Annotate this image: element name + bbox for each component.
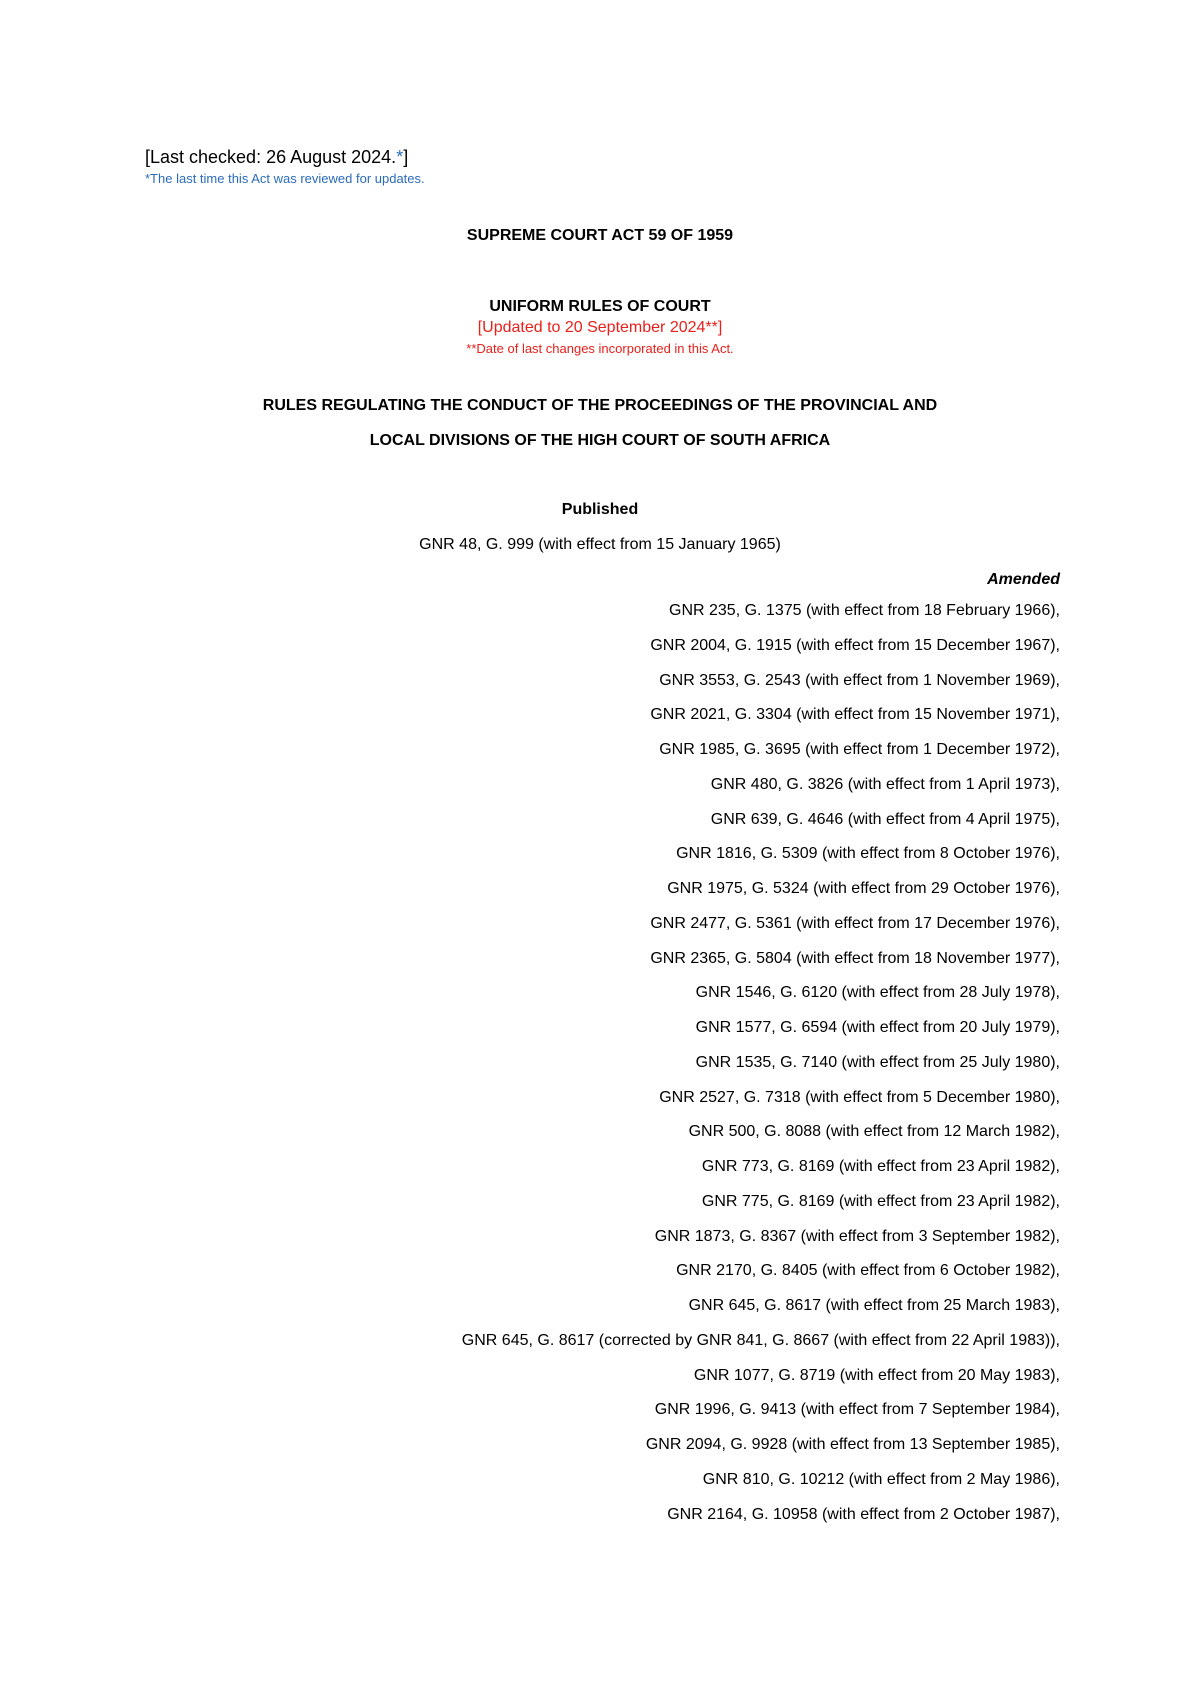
amendment-item: GNR 2021, G. 3304 (with effect from 15 November 1971),	[650, 706, 1060, 724]
amendment-item: GNR 1816, G. 5309 (with effect from 8 October 1976),	[676, 845, 1060, 863]
amendment-item: GNR 2170, G. 8405 (with effect from 6 October 1982),	[676, 1262, 1060, 1280]
published-text: GNR 48, G. 999 (with effect from 15 January 1965)	[419, 536, 781, 553]
last-checked-bracket: ]	[403, 147, 409, 167]
act-title: SUPREME COURT ACT 59 OF 1959	[466, 227, 734, 244]
amended-heading: Amended	[987, 571, 1060, 588]
amendment-item: GNR 810, G. 10212 (with effect from 2 May 1986),	[702, 1470, 1060, 1488]
last-checked-footnote-marker[interactable]: *	[396, 147, 404, 167]
amendment-item: GNR 773, G. 8169 (with effect from 23 April 1982),	[701, 1158, 1060, 1175]
last-checked-line	[145, 146, 408, 168]
amendment-item: GNR 645, G. 8617 (corrected by GNR 841, G. 8667 (with effect from 22 April 1983)),	[461, 1331, 1060, 1349]
amendment-item: GNR 775, G. 8169 (with effect from 23 April 1982),	[701, 1192, 1060, 1210]
amendment-item: GNR 500, G. 8088 (with effect from 12 March 1982),	[688, 1123, 1060, 1141]
published-heading: Published	[561, 501, 639, 518]
amendment-item: GNR 2164, G. 10958 (with effect from 2 October 1987),	[667, 1505, 1060, 1523]
amendment-list	[462, 601, 1060, 1539]
amendment-item: GNR 480, G. 3826 (with effect from 1 April 1973),	[710, 775, 1060, 793]
amendment-item: GNR 1996, G. 9413 (with effect from 7 September 1984),	[654, 1401, 1060, 1419]
amendment-item: GNR 1546, G. 6120 (with effect from 28 July 1978),	[695, 984, 1060, 1002]
amendment-item: GNR 3553, G. 2543 (with effect from 1 November 1969),	[659, 671, 1060, 689]
regulating-title-line-2: LOCAL DIVISIONS OF THE HIGH COURT OF SOUTH AFRICA	[369, 432, 831, 449]
amendment-item: GNR 2477, G. 5361 (with effect from 17 December 1976),	[650, 914, 1060, 932]
amendment-item: GNR 1077, G. 8719 (with effect from 20 May 1983),	[693, 1366, 1060, 1384]
amendment-item: GNR 639, G. 4646 (with effect from 4 April 1975),	[710, 810, 1060, 828]
regulating-title-line-1: RULES REGULATING THE CONDUCT OF THE PROCEEDINGS OF THE PROVINCIAL AND	[262, 397, 938, 414]
amendment-item: GNR 645, G. 8617 (with effect from 25 March 1983),	[688, 1297, 1060, 1314]
amendment-item: GNR 1873, G. 8367 (with effect from 3 September 1982),	[654, 1227, 1060, 1245]
amendment-item: GNR 2004, G. 1915 (with effect from 15 December 1967),	[650, 636, 1060, 654]
amendment-item: GNR 2365, G. 5804 (with effect from 18 November 1977),	[650, 949, 1060, 967]
amendment-item: GNR 1577, G. 6594 (with effect from 20 July 1979),	[695, 1019, 1060, 1036]
updated-note: **Date of last changes incorporated in this Act.	[466, 341, 734, 356]
last-checked-note: *The last time this Act was reviewed for updates.	[145, 171, 425, 186]
rules-title: UNIFORM RULES OF COURT	[489, 298, 711, 315]
updated-notice: [Updated to 20 September 2024**]	[477, 319, 723, 336]
amendment-item: GNR 1535, G. 7140 (with effect from 25 July 1980),	[695, 1053, 1060, 1071]
last-checked-text: [Last checked: 26 August 2024.	[145, 147, 397, 167]
amendment-item: GNR 2094, G. 9928 (with effect from 13 September 1985),	[645, 1436, 1060, 1453]
amendment-item: GNR 1985, G. 3695 (with effect from 1 December 1972),	[659, 741, 1060, 758]
amendment-item: GNR 235, G. 1375 (with effect from 18 February 1966),	[669, 602, 1060, 619]
amendment-item: GNR 2527, G. 7318 (with effect from 5 December 1980),	[659, 1088, 1060, 1106]
amendment-item: GNR 1975, G. 5324 (with effect from 29 October 1976),	[667, 880, 1060, 897]
